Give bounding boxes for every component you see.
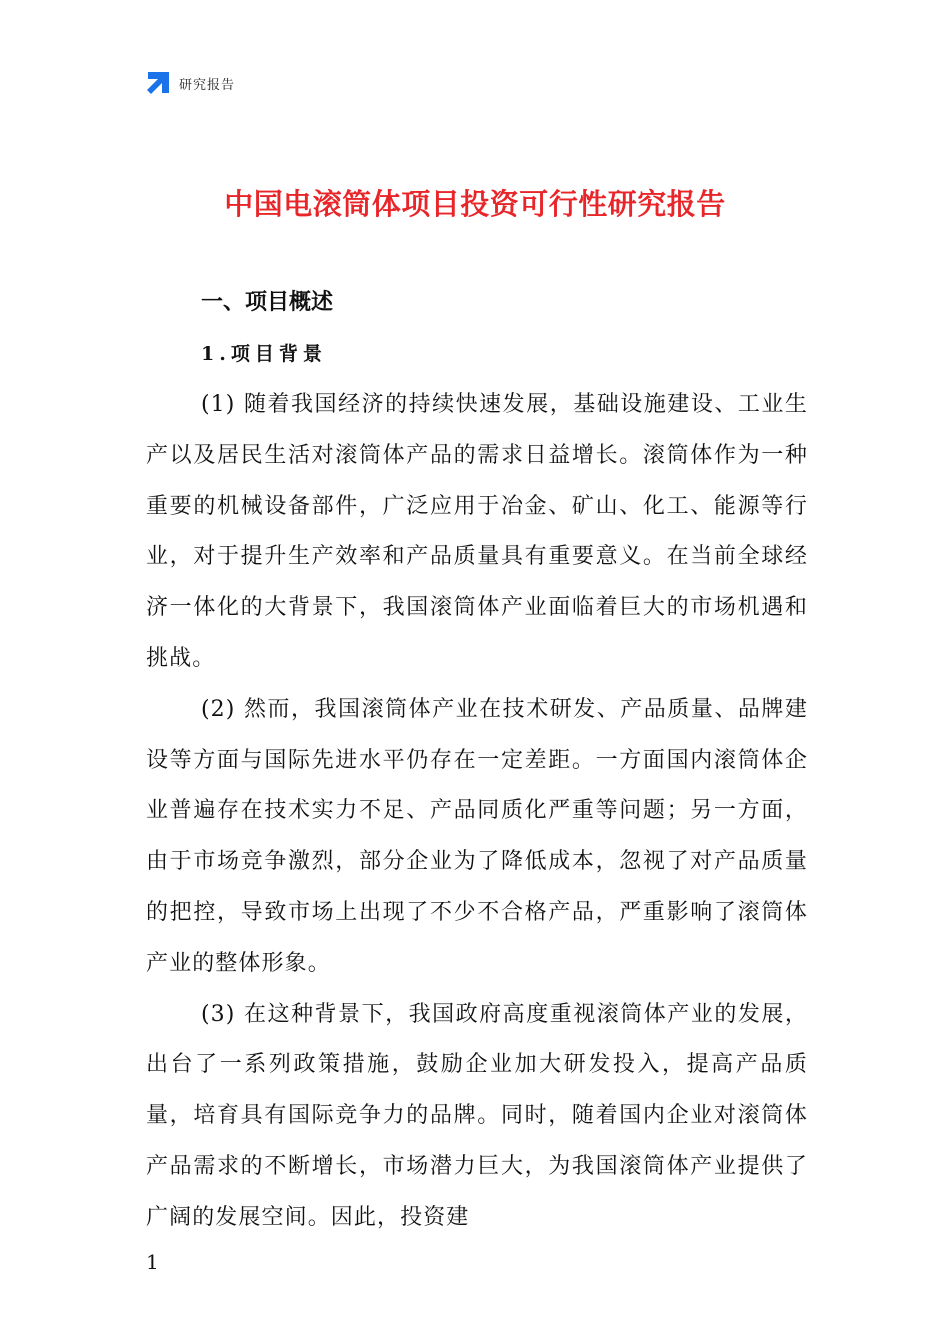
sub-heading: 1.项目背景 (201, 343, 327, 365)
section-heading: 一、项目概述 (201, 290, 334, 315)
page-number: 1 (146, 1250, 159, 1274)
document-title: 中国电滚筒体项目投资可行性研究报告 (224, 187, 726, 221)
body-text (146, 380, 808, 1244)
paragraph-1: (1) 随着我国经济的持续快速发展，基础设施建设、工业生产以及居民生活对滚筒体产品的需求日益增长。滚筒体作为一种重要的机械设备部件，广泛应用于冶金、矿山、化工、能源等行业，对于提升生产效率和产品质量具有重要意义。在当前全球经济一体化的大背景下，我国滚筒体产业面临着巨大的市场机遇和挑战。 (146, 392, 808, 671)
page-header (146, 68, 235, 98)
paragraph-2: (2) 然而，我国滚筒体产业在技术研发、产品质量、品牌建设等方面与国际先进水平仍存在一定差距。一方面国内滚筒体企业普遍存在技术实力不足、产品同质化严重等问题；另一方面，由于市场竞争激烈，部分企业为了降低成本，忽视了对产品质量的把控，导致市场上出现了不少不合格产品，严重影响了滚筒体产业的整体形象。 (146, 696, 808, 976)
paragraph-3: (3) 在这种背景下，我国政府高度重视滚筒体产业的发展，出台了一系列政策措施，鼓励企业加大研发投入，提高产品质量，培育具有国际竞争力的品牌。同时，随着国内企业对滚筒体产品需求的不断增长，市场潜力巨大，为我国滚筒体产业提供了广阔的发展空间。因此，投资建 (146, 1001, 808, 1230)
arrow-up-right-icon (146, 71, 170, 95)
header-label: 研究报告 (179, 77, 236, 93)
